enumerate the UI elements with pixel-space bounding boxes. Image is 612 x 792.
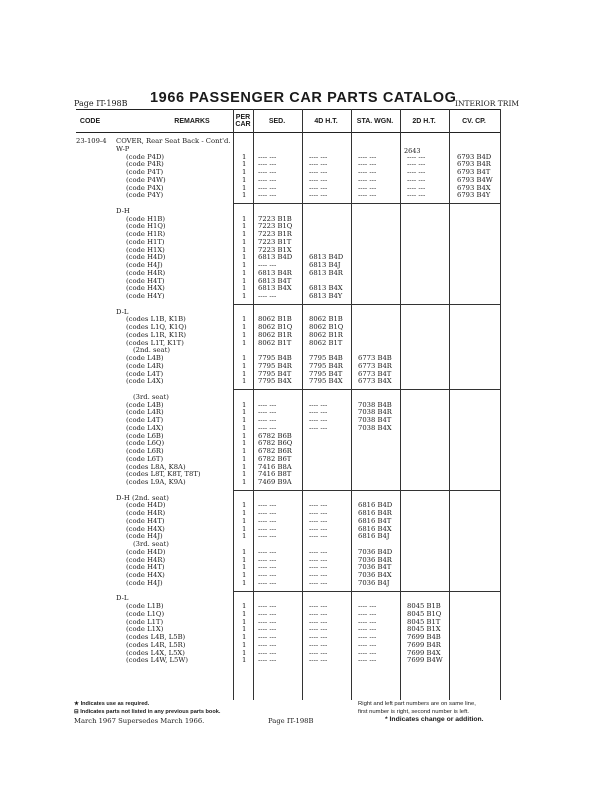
cell-sed: ---- ---: [258, 261, 277, 269]
cell-sta-wgn: 7038 B4R: [358, 408, 392, 417]
cell-remarks: D-H (2nd. seat): [116, 493, 169, 502]
cell-remarks: (code H4R): [126, 509, 166, 517]
cell-sed: 8062 B1T: [258, 338, 292, 347]
cell-sed: 6813 B4X: [258, 284, 292, 293]
cell-remarks: (code H4J): [126, 532, 163, 541]
cell-per-car: 1: [242, 330, 247, 339]
group-divider: [233, 591, 500, 592]
cell-ht4d: ---- ---: [309, 563, 328, 572]
cell-sta-wgn: 7036 B4J: [358, 578, 390, 587]
cell-ht2d: 8045 B1B: [407, 602, 441, 610]
cell-sta-wgn: ---- ---: [358, 602, 377, 610]
cell-sta-wgn: 6773 B4B: [358, 354, 392, 362]
cell-remarks: COVER, Rear Seat Back - Cont'd.: [116, 137, 231, 145]
cell-sta-wgn: 6773 B4R: [358, 361, 392, 370]
cell-ht4d: ---- ---: [309, 408, 328, 417]
cell-sed: ---- ---: [258, 633, 277, 641]
cell-ht4d: 8062 B1R: [309, 330, 343, 339]
cell-ht4d: 6813 B4D: [309, 253, 344, 262]
cell-per-car: 1: [242, 268, 247, 277]
cell-remarks: (code L6R): [126, 447, 164, 455]
cell-sed: 7795 B4R: [258, 361, 292, 370]
cell-ht4d: 6813 B4J: [309, 261, 341, 269]
cell-ht2d: ---- ---: [407, 168, 426, 176]
cell-sed: ---- ---: [258, 408, 277, 417]
cell-per-car: 1: [242, 183, 247, 192]
cell-per-car: 1: [242, 214, 247, 223]
cell-sed: ---- ---: [258, 563, 277, 572]
cell-sed: 8062 B1B: [258, 315, 292, 324]
cell-sta-wgn: ---- ---: [358, 175, 377, 184]
cell-sed: ---- ---: [258, 509, 277, 517]
cell-remarks: (code L1T): [126, 617, 164, 626]
cell-sed: 6782 B6R: [258, 447, 292, 455]
cell-remarks: (code H4R): [126, 268, 166, 277]
cell-per-car: 1: [242, 640, 247, 649]
cell-remarks: (code L4B): [126, 354, 164, 362]
cell-ht4d: ---- ---: [309, 168, 328, 176]
cell-per-car: 1: [242, 361, 247, 370]
cell-cv-cp: 6793 B4D: [457, 152, 492, 161]
cell-remarks: (code H4X): [126, 571, 165, 579]
cell-per-car: 1: [242, 563, 247, 572]
col-remarks: REMARKS: [174, 118, 210, 125]
cell-per-car: 1: [242, 230, 247, 238]
cell-sta-wgn: 6816 B4D: [358, 501, 393, 510]
cell-per-car: 1: [242, 447, 247, 455]
cell-remarks: (code P4D): [126, 152, 165, 161]
cell-sta-wgn: 6773 B4T: [358, 369, 392, 378]
footnote-change: * Indicates change or addition.: [385, 716, 484, 723]
cell-ht4d: 6813 B4R: [309, 268, 343, 277]
page-title: 1966 PASSENGER CAR PARTS CATALOG: [150, 90, 457, 106]
cell-ht4d: ---- ---: [309, 633, 328, 641]
cell-sta-wgn: 7038 B4X: [358, 423, 392, 432]
cell-sta-wgn: 6816 B4X: [358, 524, 392, 533]
table-row: [0, 191, 612, 199]
cell-remarks: (code H4J): [126, 578, 163, 587]
cell-sta-wgn: ---- ---: [358, 168, 377, 176]
cell-per-car: 1: [242, 152, 247, 161]
cell-remarks: (code H1B): [126, 214, 165, 223]
cell-ht2d: 7699 B4R: [407, 640, 441, 649]
cell-sed: ---- ---: [258, 609, 277, 618]
footer-date: March 1967 Supersedes March 1966.: [74, 717, 205, 725]
cell-sed: ---- ---: [258, 547, 277, 556]
cell-remarks: (codes L1Q, K1Q): [126, 323, 187, 331]
cell-ht4d: ---- ---: [309, 656, 328, 665]
cell-per-car: 1: [242, 555, 247, 564]
cell-ht4d: ---- ---: [309, 524, 328, 533]
cell-sed: ---- ---: [258, 168, 277, 176]
cell-per-car: 1: [242, 501, 247, 510]
cell-sta-wgn: 7036 B4R: [358, 555, 392, 564]
cell-sed: ---- ---: [258, 292, 277, 300]
cell-per-car: 1: [242, 516, 247, 525]
cell-remarks: (code L4R): [126, 361, 164, 370]
cell-ht4d: ---- ---: [309, 640, 328, 649]
cell-remarks: (code H4T): [126, 516, 165, 525]
group-divider: [233, 203, 500, 204]
cell-sed: 6782 B6T: [258, 454, 292, 463]
cell-remarks: (code H1Q): [126, 222, 166, 231]
cell-sed: ---- ---: [258, 625, 277, 634]
cell-cv-cp: 6793 B4W: [457, 175, 493, 184]
table-row: [0, 292, 612, 300]
cell-sta-wgn: ---- ---: [358, 617, 377, 626]
cell-sta-wgn: ---- ---: [358, 183, 377, 192]
cell-remarks: (codes L4R, L5R): [126, 640, 186, 649]
handwritten-note: 2643: [404, 147, 421, 155]
page-number-top: Page IT-198B: [74, 99, 128, 108]
cell-ht4d: ---- ---: [309, 501, 328, 510]
cell-ht4d: 7795 B4B: [309, 354, 343, 362]
cell-remarks: (codes L1R, K1R): [126, 330, 187, 339]
col-per-car-line2: CAR: [235, 121, 251, 128]
cell-per-car: 1: [242, 439, 247, 448]
group-divider: [233, 304, 500, 305]
footnote-right-left-1: Right and left part numbers are on same line,: [358, 701, 476, 707]
cell-remarks: (codes L1B, K1B): [126, 315, 186, 324]
cell-remarks: (codes L9A, K9A): [126, 478, 186, 486]
cell-per-car: 1: [242, 571, 247, 579]
cell-remarks: (code L4R): [126, 408, 164, 417]
cell-per-car: 1: [242, 462, 247, 471]
cell-ht4d: ---- ---: [309, 191, 328, 200]
cell-ht4d: ---- ---: [309, 175, 328, 184]
footnote-right-left-2: first number is right, second number is left.: [358, 709, 469, 715]
cell-ht4d: 6813 B4X: [309, 284, 343, 293]
cell-remarks: (3rd. seat): [133, 392, 169, 401]
cell-remarks: D-L: [116, 594, 129, 603]
cell-per-car: 1: [242, 237, 247, 246]
cell-per-car: 1: [242, 524, 247, 533]
cell-sed: 7223 B1X: [258, 245, 292, 254]
cell-sta-wgn: 7036 B4T: [358, 563, 392, 572]
cell-per-car: 1: [242, 470, 247, 479]
cell-per-car: 1: [242, 602, 247, 610]
col-4d-ht: 4D H.T.: [314, 118, 338, 125]
cell-per-car: 1: [242, 509, 247, 517]
cell-cv-cp: 6793 B4T: [457, 168, 491, 176]
cell-remarks: D-H: [116, 206, 130, 215]
cell-per-car: 1: [242, 222, 247, 231]
cell-sed: ---- ---: [258, 578, 277, 587]
cell-ht2d: ---- ---: [407, 152, 426, 161]
cell-sed: ---- ---: [258, 191, 277, 200]
cell-ht4d: ---- ---: [309, 509, 328, 517]
footnote-required: ★ Indicates use as required.: [74, 701, 150, 707]
cell-sta-wgn: 6816 B4R: [358, 509, 392, 517]
cell-remarks: (code H4X): [126, 284, 165, 293]
cell-per-car: 1: [242, 532, 247, 541]
cell-remarks: (code H4D): [126, 547, 166, 556]
cell-ht4d: ---- ---: [309, 648, 328, 657]
cell-ht4d: ---- ---: [309, 152, 328, 161]
cell-sed: 6813 B4R: [258, 268, 292, 277]
cell-sta-wgn: ---- ---: [358, 656, 377, 665]
cell-sed: ---- ---: [258, 640, 277, 649]
cell-remarks: (code H4D): [126, 253, 166, 262]
cell-ht2d: ---- ---: [407, 175, 426, 184]
cell-per-car: 1: [242, 261, 247, 269]
cell-sed: ---- ---: [258, 501, 277, 510]
cell-sed: ---- ---: [258, 617, 277, 626]
cell-per-car: 1: [242, 323, 247, 331]
cell-ht4d: 7795 B4R: [309, 361, 343, 370]
cell-remarks: (code P4Y): [126, 191, 164, 200]
cell-per-car: 1: [242, 175, 247, 184]
cell-sta-wgn: 6816 B4T: [358, 516, 392, 525]
cell-per-car: 1: [242, 656, 247, 665]
cell-ht2d: ---- ---: [407, 160, 426, 169]
cell-ht4d: 7795 B4T: [309, 369, 343, 378]
cell-sed: 8062 B1R: [258, 330, 292, 339]
cell-per-car: 1: [242, 431, 247, 440]
cell-code: 23-109-4: [76, 137, 107, 145]
cell-sta-wgn: 7036 B4D: [358, 547, 393, 556]
cell-ht4d: ---- ---: [309, 400, 328, 409]
col-code: CODE: [79, 118, 101, 125]
footer-page-number: Page IT-198B: [268, 717, 314, 725]
cell-remarks: (2nd. seat): [133, 346, 170, 355]
cell-ht2d: ---- ---: [407, 191, 426, 200]
cell-per-car: 1: [242, 625, 247, 634]
cell-sta-wgn: 6816 B4J: [358, 532, 390, 541]
cell-per-car: 1: [242, 245, 247, 254]
cell-per-car: 1: [242, 547, 247, 556]
cell-sed: 7223 B1B: [258, 214, 292, 223]
group-divider: [233, 490, 500, 491]
cell-remarks: (code L4T): [126, 369, 164, 378]
cell-per-car: 1: [242, 617, 247, 626]
cell-cv-cp: 6793 B4R: [457, 160, 491, 169]
cell-remarks: (code L1B): [126, 602, 164, 610]
cell-remarks: (code P4T): [126, 168, 164, 176]
cell-remarks: (code H1T): [126, 237, 165, 246]
cell-remarks: (code H4T): [126, 563, 165, 572]
cell-per-car: 1: [242, 160, 247, 169]
cell-ht2d: 8045 B1X: [407, 625, 441, 634]
cell-per-car: 1: [242, 578, 247, 587]
cell-sed: 7416 B8T: [258, 470, 292, 479]
cell-sta-wgn: ---- ---: [358, 633, 377, 641]
table-row: [0, 377, 612, 385]
cell-ht4d: ---- ---: [309, 571, 328, 579]
cell-sed: 7469 B9A: [258, 478, 292, 486]
cell-sta-wgn: ---- ---: [358, 625, 377, 634]
cell-ht4d: ---- ---: [309, 602, 328, 610]
col-per-car-line1: PER: [235, 114, 251, 121]
cell-remarks: (code H1R): [126, 230, 166, 238]
cell-sed: ---- ---: [258, 516, 277, 525]
cell-ht4d: ---- ---: [309, 609, 328, 618]
cell-sed: ---- ---: [258, 423, 277, 432]
cell-sed: 7223 B1Q: [258, 222, 293, 231]
cell-remarks: (code L4X): [126, 423, 164, 432]
cell-per-car: 1: [242, 315, 247, 324]
cell-ht4d: ---- ---: [309, 625, 328, 634]
cell-remarks: (code L1X): [126, 625, 164, 634]
cell-sed: 7795 B4T: [258, 369, 292, 378]
cell-sed: 7223 B1R: [258, 230, 292, 238]
cell-per-car: 1: [242, 633, 247, 641]
cell-cv-cp: 6793 B4X: [457, 183, 491, 192]
cell-remarks: (codes L4W, L5W): [126, 656, 189, 665]
cell-sed: ---- ---: [258, 571, 277, 579]
cell-per-car: 1: [242, 369, 247, 378]
cell-ht4d: ---- ---: [309, 160, 328, 169]
cell-sed: ---- ---: [258, 555, 277, 564]
cell-sed: 7795 B4B: [258, 354, 292, 362]
cell-per-car: 1: [242, 191, 247, 200]
cell-ht2d: ---- ---: [407, 183, 426, 192]
cell-ht4d: 7795 B4X: [309, 377, 343, 386]
cell-sed: ---- ---: [258, 532, 277, 541]
cell-ht4d: ---- ---: [309, 183, 328, 192]
cell-sed: ---- ---: [258, 160, 277, 169]
cell-per-car: 1: [242, 377, 247, 386]
cell-per-car: 1: [242, 284, 247, 293]
col-2d-ht: 2D H.T.: [412, 118, 436, 125]
cell-remarks: (code P4W): [126, 175, 166, 184]
cell-ht4d: ---- ---: [309, 578, 328, 587]
cell-sta-wgn: 7038 B4B: [358, 400, 392, 409]
cell-sta-wgn: ---- ---: [358, 640, 377, 649]
cell-sed: ---- ---: [258, 524, 277, 533]
cell-per-car: 1: [242, 416, 247, 424]
cell-sta-wgn: ---- ---: [358, 152, 377, 161]
col-sed: SED.: [268, 118, 286, 125]
cell-remarks: (codes L4X, L5X): [126, 648, 185, 657]
cell-remarks: (code H4D): [126, 501, 166, 510]
cell-remarks: (code P4R): [126, 160, 164, 169]
cell-per-car: 1: [242, 423, 247, 432]
cell-per-car: 1: [242, 338, 247, 347]
cell-sed: 6782 B6Q: [258, 439, 293, 448]
table-row: [0, 579, 612, 587]
cell-sta-wgn: 7038 B4T: [358, 416, 392, 424]
cell-remarks: (code H4R): [126, 555, 166, 564]
cell-per-car: 1: [242, 276, 247, 285]
cell-sed: 6813 B4D: [258, 253, 293, 262]
cell-ht2d: 7699 B4X: [407, 648, 441, 657]
cell-per-car: 1: [242, 354, 247, 362]
cell-sed: 7795 B4X: [258, 377, 292, 386]
cell-ht4d: 8062 B1B: [309, 315, 343, 324]
cell-ht2d: 8045 B1Q: [407, 609, 442, 618]
cell-ht4d: ---- ---: [309, 532, 328, 541]
cell-per-car: 1: [242, 253, 247, 262]
cell-remarks: (code H4X): [126, 524, 165, 533]
cell-ht4d: ---- ---: [309, 547, 328, 556]
cell-remarks: (3rd. seat): [133, 540, 169, 548]
cell-ht2d: 8045 B1T: [407, 617, 441, 626]
cell-ht2d: 7699 B4B: [407, 633, 441, 641]
cell-remarks: (code H1X): [126, 245, 165, 254]
section-label: INTERIOR TRIM: [455, 99, 520, 108]
cell-sta-wgn: ---- ---: [358, 191, 377, 200]
cell-ht2d: 7699 B4W: [407, 656, 443, 665]
cell-remarks: D-L: [116, 307, 129, 316]
cell-sta-wgn: 6773 B4X: [358, 377, 392, 386]
cell-sed: ---- ---: [258, 602, 277, 610]
cell-sed: 8062 B1Q: [258, 323, 293, 331]
cell-remarks: (code L6T): [126, 454, 164, 463]
cell-sed: 7223 B1T: [258, 237, 292, 246]
cell-per-car: 1: [242, 609, 247, 618]
cell-per-car: 1: [242, 292, 247, 300]
cell-sta-wgn: ---- ---: [358, 609, 377, 618]
cell-sed: ---- ---: [258, 175, 277, 184]
cell-remarks: (code H4J): [126, 261, 163, 269]
cell-remarks: (code H4Y): [126, 292, 165, 300]
footnote-not-listed: ⊟ Indicates parts not listed in any previous parts book.: [74, 709, 221, 715]
table-header: [76, 109, 500, 133]
cell-remarks: (code L6B): [126, 431, 164, 440]
cell-remarks: (code P4X): [126, 183, 164, 192]
cell-sed: ---- ---: [258, 152, 277, 161]
cell-sta-wgn: ---- ---: [358, 648, 377, 657]
cell-ht4d: 8062 B1Q: [309, 323, 344, 331]
cell-remarks: (codes L8T, K8T, T8T): [126, 470, 201, 479]
col-cv-cp: CV. CP.: [462, 118, 486, 125]
cell-sed: ---- ---: [258, 183, 277, 192]
cell-sed: ---- ---: [258, 656, 277, 665]
cell-per-car: 1: [242, 648, 247, 657]
cell-per-car: 1: [242, 168, 247, 176]
cell-ht4d: ---- ---: [309, 516, 328, 525]
cell-per-car: 1: [242, 408, 247, 417]
cell-sta-wgn: 7036 B4X: [358, 571, 392, 579]
cell-sed: ---- ---: [258, 400, 277, 409]
cell-sed: ---- ---: [258, 416, 277, 424]
cell-remarks: (code L6Q): [126, 439, 165, 448]
cell-sed: 7416 B8A: [258, 462, 292, 471]
col-sta-wgn: STA. WGN.: [356, 118, 394, 125]
cell-sed: 6782 B6B: [258, 431, 292, 440]
cell-sed: 6813 B4T: [258, 276, 292, 285]
cell-remarks: (code L1Q): [126, 609, 165, 618]
table-row: [0, 478, 612, 486]
cell-per-car: 1: [242, 400, 247, 409]
cell-remarks: (code H4T): [126, 276, 165, 285]
cell-sta-wgn: ---- ---: [358, 160, 377, 169]
cell-remarks: (code L4X): [126, 377, 164, 386]
table-row: [0, 656, 612, 664]
cell-ht4d: ---- ---: [309, 423, 328, 432]
cell-cv-cp: 6793 B4Y: [457, 191, 491, 200]
cell-remarks: (codes L8A, K8A): [126, 462, 186, 471]
cell-ht4d: 6813 B4Y: [309, 292, 343, 300]
group-divider: [233, 389, 500, 390]
cell-ht4d: ---- ---: [309, 617, 328, 626]
cell-remarks: (codes L1T, K1T): [126, 338, 184, 347]
cell-sed: ---- ---: [258, 648, 277, 657]
cell-ht4d: ---- ---: [309, 555, 328, 564]
cell-per-car: 1: [242, 478, 247, 486]
cell-ht4d: ---- ---: [309, 416, 328, 424]
cell-per-car: 1: [242, 454, 247, 463]
col-per-car: [235, 114, 250, 128]
cell-remarks: (codes L4B, L5B): [126, 633, 186, 641]
cell-remarks: (code L4B): [126, 400, 164, 409]
cell-remarks: (code L4T): [126, 416, 164, 424]
cell-ht4d: 8062 B1T: [309, 338, 343, 347]
cell-remarks: W-P: [116, 144, 130, 153]
